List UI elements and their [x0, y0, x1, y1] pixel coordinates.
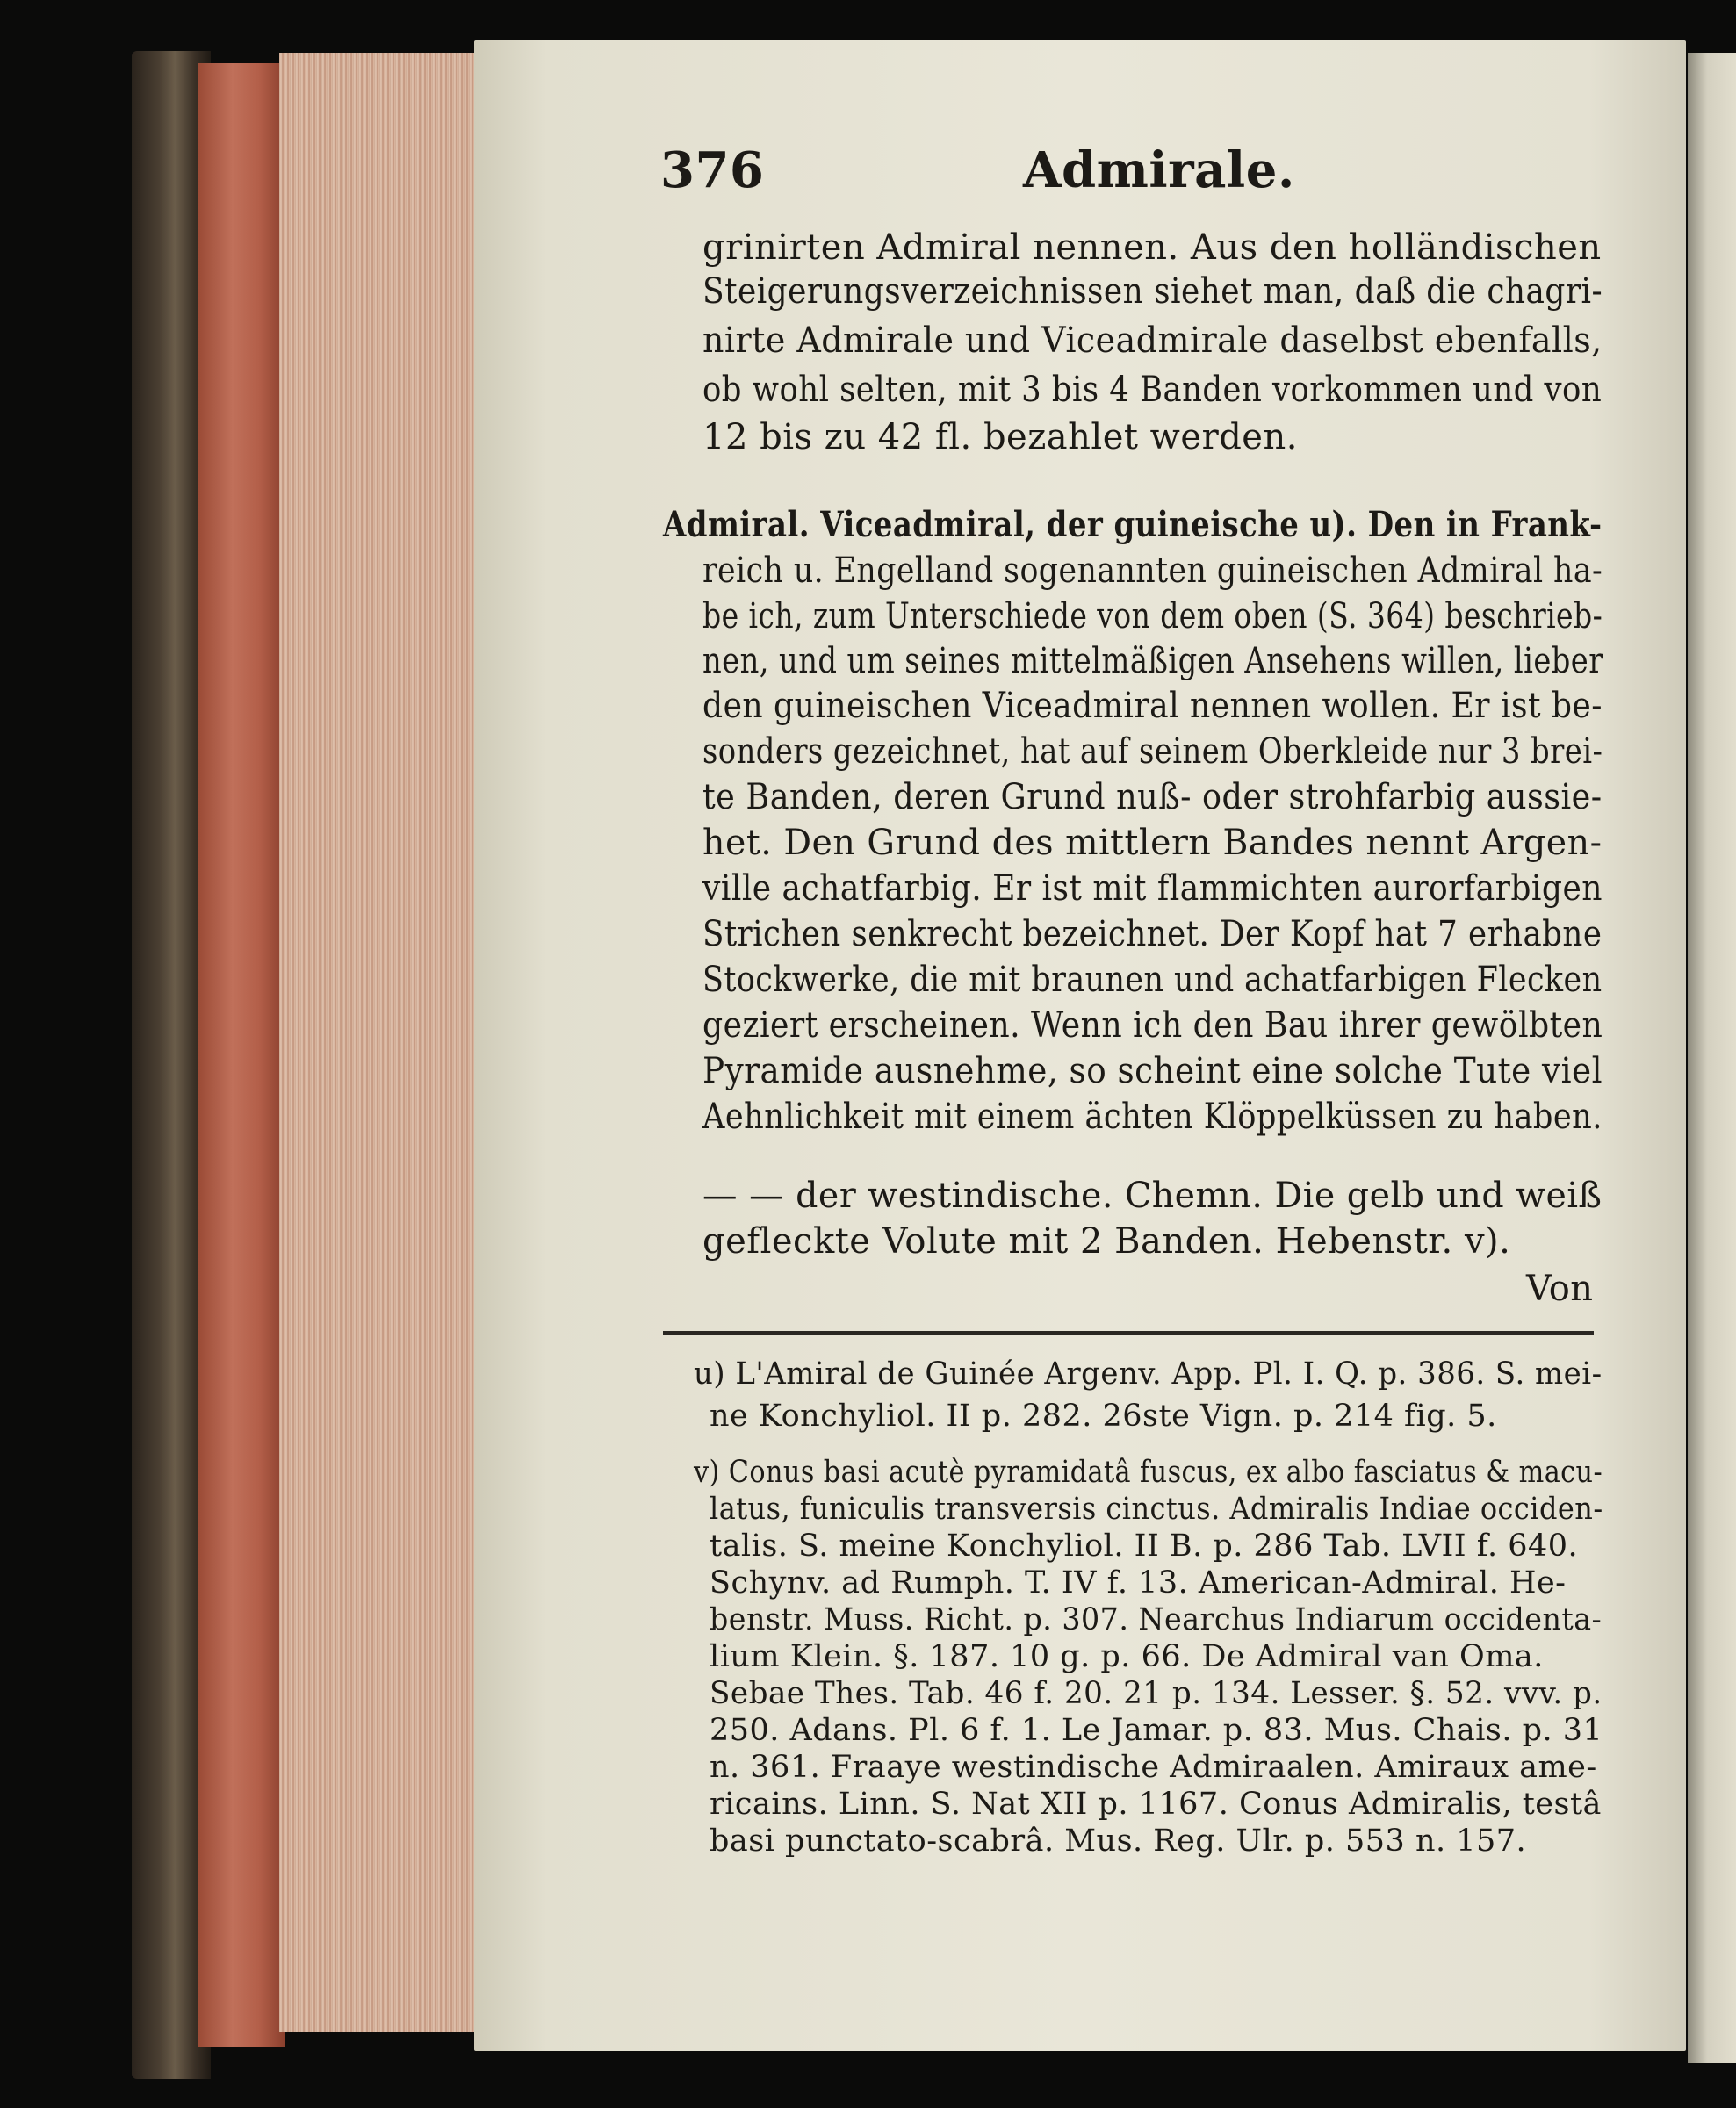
- main-line: ob wohl selten, mit 3 bis 4 Banden vorkommen und von: [702, 370, 1603, 410]
- main-line: sonders gezeichnet, hat auf seinem Oberkleide nur 3 brei-: [702, 731, 1603, 772]
- main-line: Aehnlichkeit mit einem ächten Klöppelküssen zu haben.: [702, 1097, 1603, 1137]
- main-line: Steigerungsverzeichnissen siehet man, daß die chagri-: [702, 271, 1603, 312]
- running-head: Admirale.: [1023, 141, 1295, 199]
- footnote-line: Sebae Thes. Tab. 46 f. 20. 21 p. 134. Lesser. §. 52. vvv. p.: [710, 1676, 1603, 1711]
- main-line: den guineischen Viceadmiral nennen wollen. Er ist be-: [702, 686, 1603, 726]
- footnote-line: ne Konchyliol. II p. 282. 26ste Vign. p. 214 fig. 5.: [710, 1399, 1497, 1434]
- main-line: nirte Admirale und Viceadmirale daselbst ebenfalls,: [702, 320, 1603, 361]
- main-line: Strichen senkrecht bezeichnet. Der Kopf hat 7 erhabne: [702, 914, 1603, 954]
- footnote-line: lium Klein. §. 187. 10 g. p. 66. De Admiral van Oma.: [710, 1639, 1544, 1674]
- main-line: nen, und um seines mittelmäßigen Ansehens willen, lieber: [702, 641, 1603, 681]
- book-board-red-edge: [198, 63, 285, 2047]
- main-line: geziert erscheinen. Wenn ich den Bau ihrer gewölbten: [702, 1005, 1603, 1046]
- main-line-entry-heading: — — der westindische. Chemn. Die gelb und weiß: [702, 1176, 1603, 1216]
- footnote-line: 250. Adans. Pl. 6 f. 1. Le Jamar. p. 83. Mus. Chais. p. 31: [710, 1713, 1603, 1748]
- page-number: 376: [660, 141, 765, 199]
- footnote-line: talis. S. meine Konchyliol. II B. p. 286 Tab. LVII f. 640.: [710, 1529, 1579, 1564]
- main-line: grinirten Admiral nennen. Aus den holländischen: [702, 227, 1602, 268]
- footnote-line: ricains. Linn. S. Nat XII p. 1167. Conus Admiralis, testâ: [710, 1787, 1602, 1822]
- main-line: het. Den Grund des mittlern Bandes nennt Argen-: [702, 823, 1603, 863]
- footnote-line: benstr. Muss. Richt. p. 307. Nearchus Indiarum occidenta-: [710, 1602, 1603, 1637]
- main-line: Pyramide ausnehme, so scheint eine solche Tute viel: [702, 1051, 1603, 1091]
- main-line: reich u. Engelland sogenannten guineischen Admiral ha-: [702, 550, 1603, 591]
- main-line: gefleckte Volute mit 2 Banden. Hebenstr. v).: [702, 1221, 1511, 1262]
- footnote-line: n. 361. Fraaye westindische Admiraalen. Amiraux ame-: [710, 1750, 1597, 1785]
- footnote-line: v) Conus basi acutè pyramidatâ fuscus, ex albo fasciatus & macu-: [694, 1455, 1603, 1490]
- main-line: ville achatfarbig. Er ist mit flammichten aurorfarbigen: [702, 868, 1603, 909]
- main-line: 12 bis zu 42 fl. bezahlet werden.: [702, 417, 1298, 457]
- footnote-line: basi punctato-scabrâ. Mus. Reg. Ulr. p. 553 n. 157.: [710, 1824, 1527, 1859]
- page-edges: [279, 53, 481, 2032]
- main-line: be ich, zum Unterschiede von dem oben (S. 364) beschrieb-: [702, 596, 1603, 637]
- catchword: Von: [1526, 1269, 1594, 1309]
- facing-page-edge: [1688, 53, 1736, 2063]
- footnote-line: u) L'Amiral de Guinée Argenv. App. Pl. I. Q. p. 386. S. mei-: [694, 1356, 1603, 1392]
- footnote-line: Schynv. ad Rumph. T. IV f. 13. American-Admiral. He-: [710, 1565, 1567, 1601]
- main-line: te Banden, deren Grund nuß- oder strohfarbig aussie-: [702, 777, 1603, 817]
- main-line-entry-heading: Admiral. Viceadmiral, der guineische u). Den in Frank-: [663, 504, 1603, 545]
- footnote-rule: [663, 1331, 1594, 1335]
- footnote-line: latus, funiculis transversis cinctus. Admiralis Indiae occiden-: [710, 1492, 1603, 1527]
- main-line: Stockwerke, die mit braunen und achatfarbigen Flecken: [702, 960, 1603, 1000]
